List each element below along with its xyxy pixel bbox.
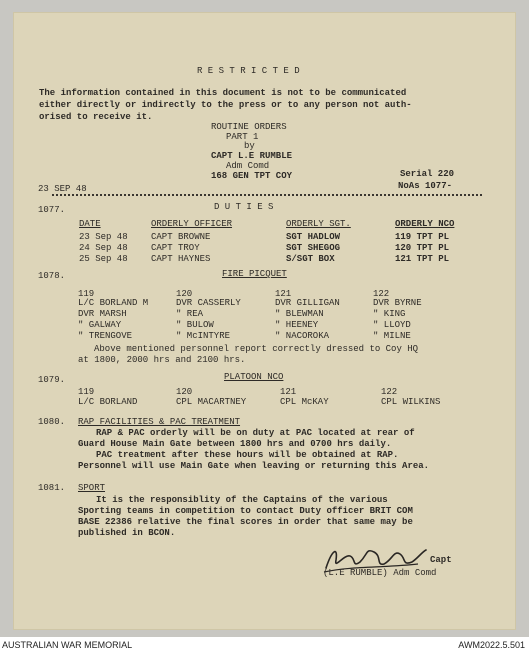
- duties-row-officer: CAPT HAYNES: [151, 254, 211, 264]
- picquet-pl-number: 120: [176, 289, 193, 299]
- sport-line-4: published in BCON.: [78, 528, 176, 538]
- document-date: 23 SEP 48: [38, 184, 87, 194]
- serial-number: Serial 220: [400, 169, 455, 179]
- picquet-title: FIRE PICQUET: [222, 269, 287, 279]
- picquet-note-1: Above mentioned personnel report correctly dressed to Coy HQ: [94, 344, 419, 354]
- rap-line-1: RAP & PAC orderly will be on duty at PAC located at rear of: [96, 428, 415, 438]
- sport-line-3: BASE 22386 relative the final scores in order that same may be: [78, 517, 413, 527]
- notice-line-3: orised to receive it.: [39, 112, 153, 122]
- duties-row-date: 24 Sep 48: [79, 243, 128, 253]
- signature-capt: Capt: [430, 555, 452, 565]
- routine-orders-title: ROUTINE ORDERS: [211, 122, 287, 132]
- duties-header-date: DATE: [79, 219, 101, 229]
- picquet-pl-number: 121: [275, 289, 292, 299]
- picquet-name: " LLOYD: [373, 320, 411, 330]
- picquet-name: " HEENEY: [275, 320, 319, 330]
- notice-line-2: either directly or indirectly to the press or to any person not auth-: [39, 100, 412, 110]
- signature-name: (L.E RUMBLE) Adm Comd: [323, 568, 437, 578]
- platoon-nco-name: CPL WILKINS: [381, 397, 441, 407]
- platoon-nco-name: CPL MACARTNEY: [176, 397, 247, 407]
- picquet-name: " MILNE: [373, 331, 411, 341]
- picquet-name: " REA: [176, 309, 204, 319]
- picquet-name: " BLEWMAN: [275, 309, 324, 319]
- duties-number: 1077.: [38, 205, 66, 215]
- picquet-name: " KING: [373, 309, 406, 319]
- picquet-note-2: at 1800, 2000 hrs and 2100 hrs.: [78, 355, 246, 365]
- duties-row-officer: CAPT BROWNE: [151, 232, 211, 242]
- platoon-nco-number: 1079.: [38, 375, 66, 385]
- platoon-nco-pl: 120: [176, 387, 193, 397]
- sport-line-2: Sporting teams in competition to contact Duty officer BRIT COM: [78, 506, 413, 516]
- duties-row-officer: CAPT TROY: [151, 243, 200, 253]
- notice-line-1: The information contained in this document is not to be communicated: [39, 88, 407, 98]
- picquet-name: DVR BYRNE: [373, 298, 422, 308]
- picquet-name: L/C BORLAND M: [78, 298, 149, 308]
- duties-row-sgt: S/SGT BOX: [286, 254, 335, 264]
- duties-row-date: 23 Sep 48: [79, 232, 128, 242]
- sport-line-1: It is the responsiblity of the Captains of the various: [96, 495, 388, 505]
- picquet-name: DVR MARSH: [78, 309, 127, 319]
- unit-label: 168 GEN TPT COY: [211, 171, 293, 181]
- platoon-nco-pl: 122: [381, 387, 398, 397]
- picquet-name: DVR CASSERLY: [176, 298, 241, 308]
- duties-title: D U T I E S: [214, 202, 274, 212]
- separator-dots: [52, 194, 482, 196]
- platoon-nco-pl: 119: [78, 387, 95, 397]
- platoon-nco-name: CPL McKAY: [280, 397, 329, 407]
- rap-line-3: PAC treatment after these hours will be obtained at RAP.: [96, 450, 399, 460]
- duties-row-nco: 119 TPT PL: [395, 232, 450, 242]
- platoon-nco-pl: 121: [280, 387, 297, 397]
- duties-header-nco: ORDERLY NCO: [395, 219, 455, 229]
- platoon-nco-title: PLATOON NCO: [224, 372, 284, 382]
- rap-line-2: Guard House Main Gate between 1800 hrs and 0700 hrs daily.: [78, 439, 392, 449]
- duties-row-sgt: SGT SHEGOG: [286, 243, 341, 253]
- picquet-name: " McINTYRE: [176, 331, 231, 341]
- picquet-name: " BULOW: [176, 320, 214, 330]
- by-label: by: [244, 141, 255, 151]
- duties-row-sgt: SGT HADLOW: [286, 232, 341, 242]
- order-numbers: NoAs 1077-: [398, 181, 453, 191]
- rap-title: RAP FACILITIES & PAC TREATMENT: [78, 417, 241, 427]
- duties-row-nco: 120 TPT PL: [395, 243, 450, 253]
- duties-row-nco: 121 TPT PL: [395, 254, 450, 264]
- duties-row-date: 25 Sep 48: [79, 254, 128, 264]
- picquet-name: " GALWAY: [78, 320, 122, 330]
- picquet-name: " NACOROKA: [275, 331, 330, 341]
- footer-accession: AWM2022.5.501: [458, 640, 525, 650]
- picquet-name: " TRENGOVE: [78, 331, 133, 341]
- rap-number: 1080.: [38, 417, 66, 427]
- part-label: PART 1: [226, 132, 259, 142]
- rap-line-4: Personnel will use Main Gate when leaving or returning this Area.: [78, 461, 430, 471]
- officer-name: CAPT L.E RUMBLE: [211, 151, 293, 161]
- picquet-number: 1078.: [38, 271, 66, 281]
- duties-header-officer: ORDERLY OFFICER: [151, 219, 233, 229]
- sport-title: SPORT: [78, 483, 106, 493]
- footer-credit: AUSTRALIAN WAR MEMORIAL: [2, 640, 133, 650]
- duties-header-sgt: ORDERLY SGT.: [286, 219, 351, 229]
- restricted-heading: R E S T R I C T E D: [197, 66, 300, 76]
- picquet-name: DVR GILLIGAN: [275, 298, 340, 308]
- sport-number: 1081.: [38, 483, 66, 493]
- adm-comd-label: Adm Comd: [226, 161, 270, 171]
- picquet-pl-number: 122: [373, 289, 390, 299]
- picquet-pl-number: 119: [78, 289, 95, 299]
- platoon-nco-name: L/C BORLAND: [78, 397, 138, 407]
